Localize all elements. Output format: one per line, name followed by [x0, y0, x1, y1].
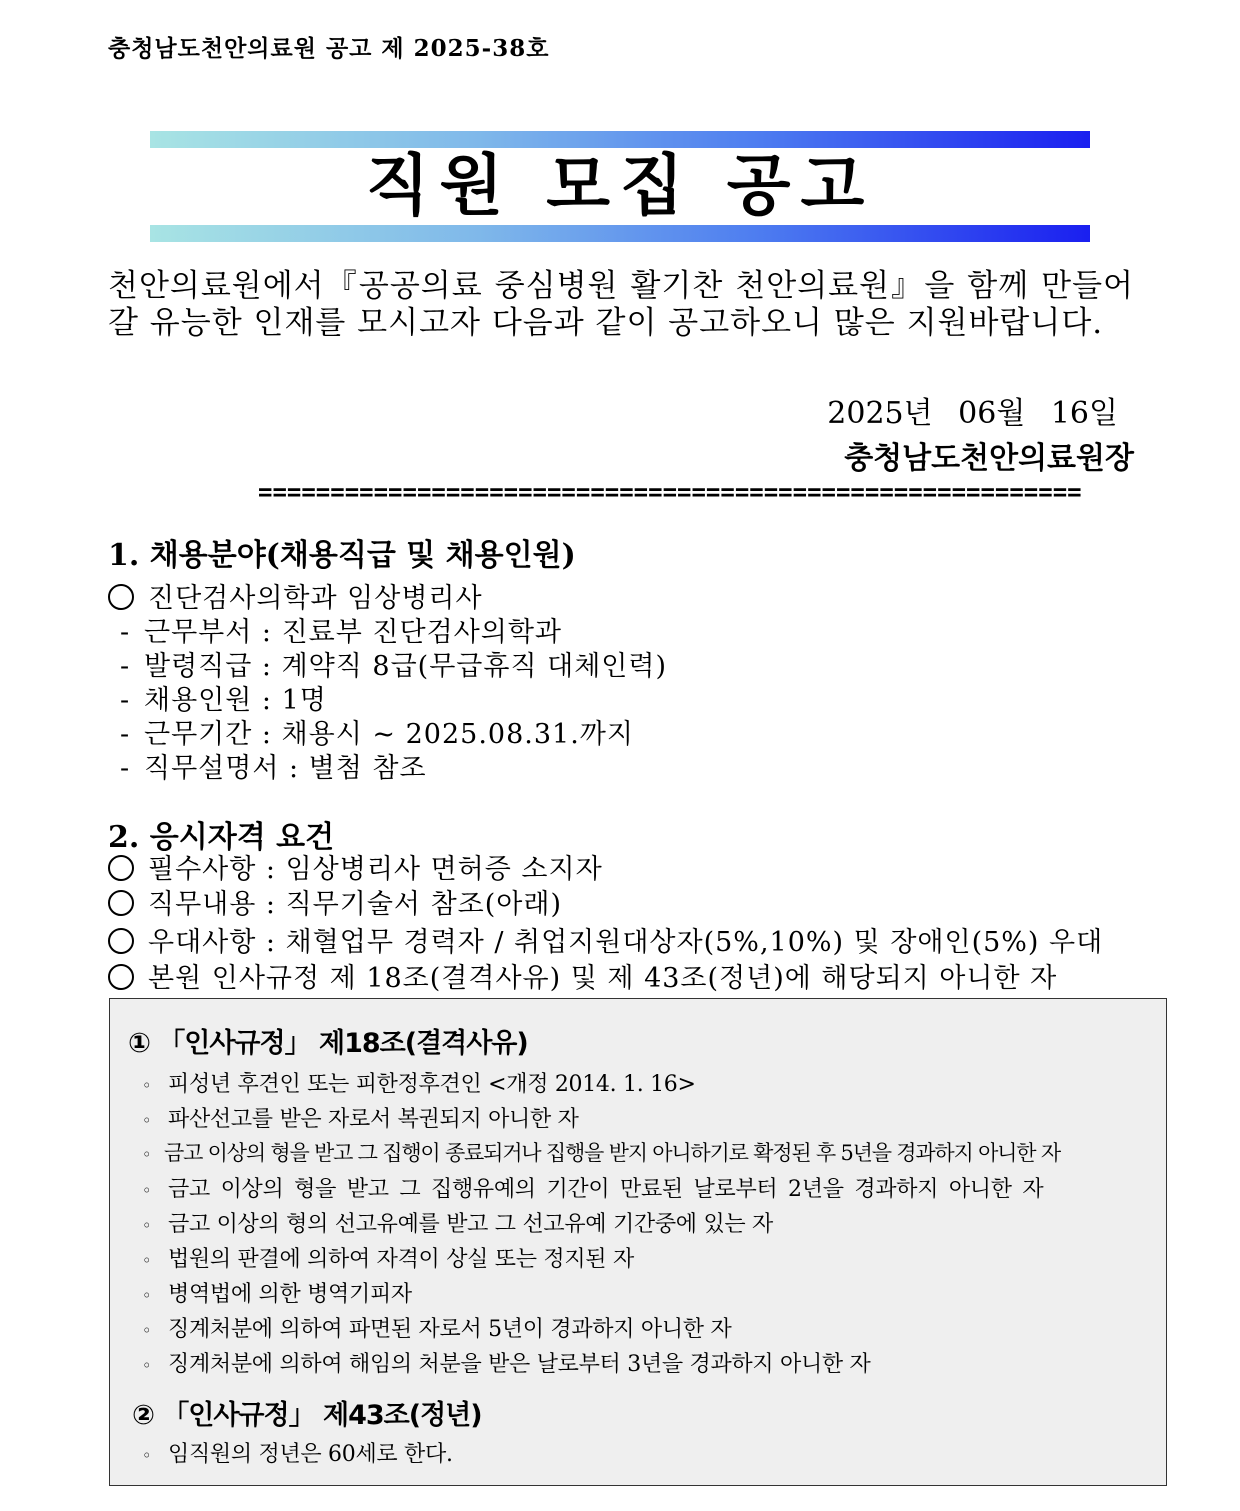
divider: ========================================================= — [258, 478, 1082, 506]
notice-date: 2025년 06월 16일 — [827, 396, 1118, 431]
circle-bullet-icon — [108, 964, 134, 990]
dash-bullet: - — [119, 753, 131, 784]
small-circle-bullet-icon: ◦ — [142, 1181, 152, 1200]
rule1-item-text: 징계처분에 의하여 해임의 처분을 받은 날로부터 3년을 경과하지 아니한 자 — [168, 1352, 871, 1377]
rule2-item-text: 임직원의 정년은 60세로 한다. — [168, 1442, 453, 1467]
requirement-text: 필수사항 : 임상병리사 면허증 소지자 — [148, 854, 603, 885]
notice-number: 충청남도천안의료원 공고 제 2025-38호 — [108, 35, 550, 62]
signer: 충청남도천안의료원장 — [844, 441, 1134, 476]
rule1-item-text: 금고 이상의 형의 선고유예를 받고 그 선고유예 기간중에 있는 자 — [168, 1212, 773, 1237]
small-circle-bullet-icon: ◦ — [142, 1216, 152, 1235]
small-circle-bullet-icon: ◦ — [142, 1321, 152, 1340]
rule1-item — [142, 1207, 773, 1238]
rule1-item-text: 금고 이상의 형을 받고 그 집행이 종료되거나 집행을 받지 아니하기로 확정된 후 5년을 경과하지 아니한 자 — [164, 1141, 1060, 1165]
small-circle-bullet-icon: ◦ — [142, 1076, 152, 1095]
rule1-item-text: 파산선고를 받은 자로서 복권되지 아니한 자 — [168, 1107, 579, 1132]
circle-bullet-icon — [108, 584, 134, 610]
requirement-text: 직무내용 : 직무기술서 참조(아래) — [148, 889, 562, 920]
circle-bullet-icon — [108, 855, 134, 881]
rule1-item-text: 징계처분에 의하여 파면된 자로서 5년이 경과하지 아니한 자 — [168, 1317, 732, 1342]
rule2-item — [142, 1437, 453, 1468]
page-title: 직원 모집 공고 — [365, 147, 875, 224]
title-bar-bottom — [150, 225, 1090, 242]
rule1-item-text: 병역법에 의한 병역기피자 — [168, 1282, 412, 1307]
section2-heading: 2. 응시자격 요건 — [108, 820, 335, 855]
rule1-item — [142, 1102, 579, 1133]
intro-paragraph: 천안의료원에서『공공의료 중심병원 활기찬 천안의료원』을 함께 만들어 갈 유능한 인재를 모시고자 다음과 같이 공고하오니 많은 지원바랍니다. — [108, 268, 1134, 341]
requirement-text: 본원 인사규정 제 18조(결격사유) 및 제 43조(정년)에 해당되지 아니한 자 — [148, 963, 1058, 994]
rule2-heading: ② 「인사규정」 제43조(정년) — [132, 1400, 482, 1431]
rule1-item — [142, 1347, 871, 1378]
position-label: 진단검사의학과 임상병리사 — [148, 583, 483, 614]
rule1-item — [142, 1242, 634, 1273]
section1-heading: 1. 채용분야(채용직급 및 채용인원) — [108, 538, 576, 573]
requirement-item — [108, 920, 1103, 959]
detail-text: 채용인원 : 1명 — [144, 685, 327, 716]
small-circle-bullet-icon: ◦ — [142, 1356, 152, 1375]
detail-text: 근무기간 : 채용시 ~ 2025.08.31.까지 — [144, 719, 634, 750]
regulations-box — [109, 998, 1167, 1486]
rule1-item — [142, 1137, 1060, 1167]
requirement-text: 우대사항 : 채혈업무 경력자 / 취업지원대상자(5%,10%) 및 장애인(5%) 우대 — [148, 927, 1104, 958]
rule1-item-text: 법원의 판결에 의하여 자격이 상실 또는 정지된 자 — [168, 1247, 634, 1272]
small-circle-bullet-icon: ◦ — [142, 1286, 152, 1305]
rule1-heading: ① 「인사규정」 제18조(결격사유) — [128, 1028, 528, 1059]
rule1-item — [142, 1067, 696, 1098]
requirement-item — [108, 847, 603, 886]
detail-text: 근무부서 : 진료부 진단검사의학과 — [144, 617, 562, 648]
small-circle-bullet-icon: ◦ — [142, 1145, 151, 1164]
rule1-item-text: 피성년 후견인 또는 피한정후견인 <개정 2014. 1. 16> — [168, 1072, 696, 1097]
rule1-item-text: 금고 이상의 형을 받고 그 집행유예의 기간이 만료된 날로부터 2년을 경과하지 아니한 자 — [168, 1177, 1044, 1202]
rule1-item — [142, 1172, 1043, 1203]
requirement-item — [108, 882, 562, 921]
rule1-item — [142, 1312, 731, 1343]
rule1-item — [142, 1277, 412, 1308]
small-circle-bullet-icon: ◦ — [142, 1251, 152, 1270]
small-circle-bullet-icon: ◦ — [142, 1111, 152, 1130]
dash-bullet: - — [119, 651, 131, 682]
detail-item — [108, 746, 427, 785]
circle-bullet-icon — [108, 928, 134, 954]
dash-bullet: - — [119, 617, 131, 648]
requirement-item — [108, 956, 1057, 995]
detail-text: 발령직급 : 계약직 8급(무급휴직 대체인력) — [144, 651, 667, 682]
dash-bullet: - — [119, 719, 131, 750]
detail-text: 직무설명서 : 별첨 참조 — [144, 753, 427, 784]
dash-bullet: - — [119, 685, 131, 716]
small-circle-bullet-icon: ◦ — [142, 1446, 152, 1465]
circle-bullet-icon — [108, 890, 134, 916]
